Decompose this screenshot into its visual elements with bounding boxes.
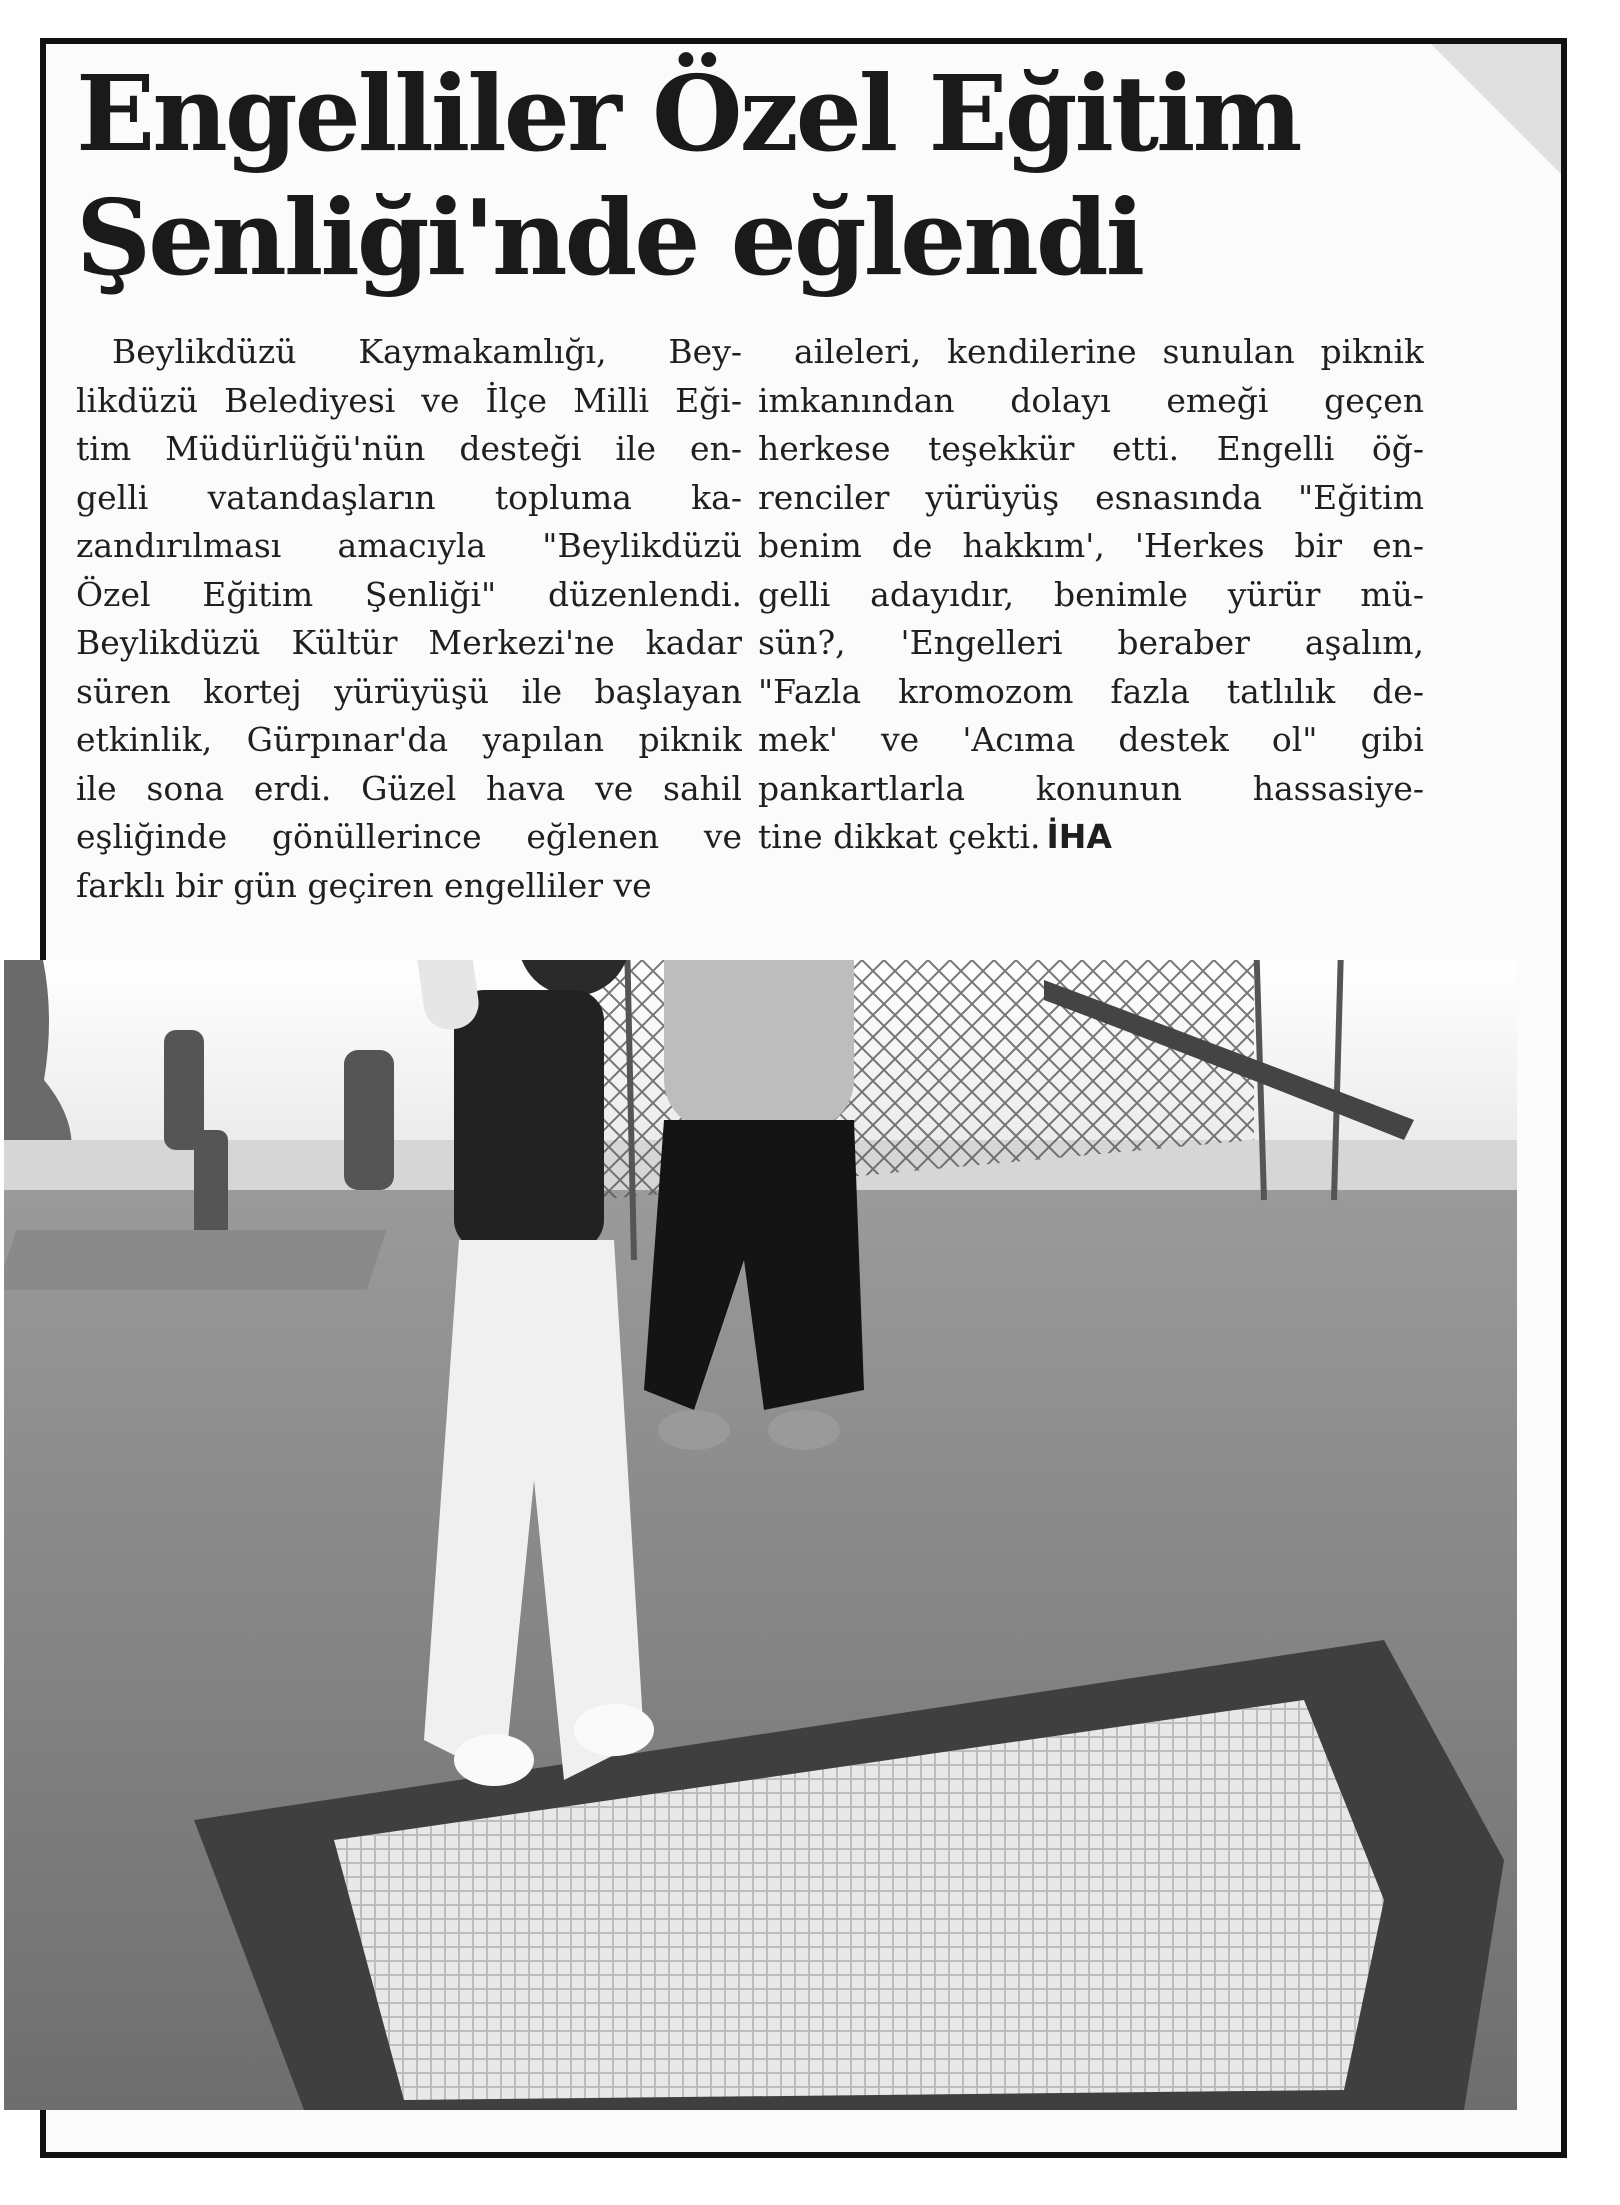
article-line: gelli vatandaşların topluma ka- [76, 477, 742, 517]
article-line: Beylikdüzü Kaymakamlığı, Bey- [112, 332, 742, 371]
headline-line-1: Engelliler Özel Eğitim [76, 52, 1300, 175]
news-agency-credit: İHA [1046, 817, 1112, 856]
article-column-left [76, 328, 742, 968]
article-line-text: tine dikkat çekti. [758, 817, 1041, 856]
article-line: aileleri, kendilerine sunulan piknik [794, 332, 1424, 371]
article-line: likdüzü Belediyesi ve İlçe Milli Eği- [76, 380, 742, 420]
playground-trampoline-photo [4, 960, 1517, 2110]
article-line: eşliğinde gönüllerince eğlenen ve [76, 817, 742, 856]
article-line: etkinlik, Gürpınar'da yapılan piknik [76, 720, 742, 759]
article-line: Özel Eğitim Şenliği" düzenlendi. [76, 574, 742, 614]
article-line: ile sona erdi. Güzel hava ve sahil [76, 768, 742, 808]
article-column-right [758, 328, 1424, 968]
headline-line-2: Şenliği'nde eğlendi [76, 176, 1143, 299]
article-line: "Fazla kromozom fazla tatlılık de- [758, 671, 1424, 711]
article-line: farklı bir gün geçiren engelliler ve [76, 865, 652, 905]
article-line: sün?, 'Engelleri beraber aşalım, [758, 623, 1424, 662]
article-line: mek' ve 'Acıma destek ol" gibi [758, 720, 1424, 759]
article-line: süren kortej yürüyüşü ile başlayan [76, 671, 742, 711]
article-line: zandırılması amacıyla "Beylikdüzü [76, 526, 742, 565]
small-trampoline [4, 1230, 386, 1290]
article-line [758, 813, 1424, 862]
article-line: Beylikdüzü Kültür Merkezi'ne kadar [76, 623, 742, 662]
article-line: imkanından dolayı emeği geçen [758, 380, 1424, 420]
article-line: renciler yürüyüş esnasında "Eğitim [758, 477, 1424, 517]
article-photo [4, 960, 1517, 2110]
article-line: gelli adayıdır, benimle yürür mü- [758, 574, 1424, 614]
article-line: herkese teşekkür etti. Engelli öğ- [758, 429, 1424, 468]
article-line: pankartlarla konunun hassasiye- [758, 768, 1424, 808]
article-line: tim Müdürlüğü'nün desteği ile en- [76, 429, 742, 468]
headline [76, 52, 1476, 300]
article-line: benim de hakkım', 'Herkes bir en- [758, 526, 1424, 565]
